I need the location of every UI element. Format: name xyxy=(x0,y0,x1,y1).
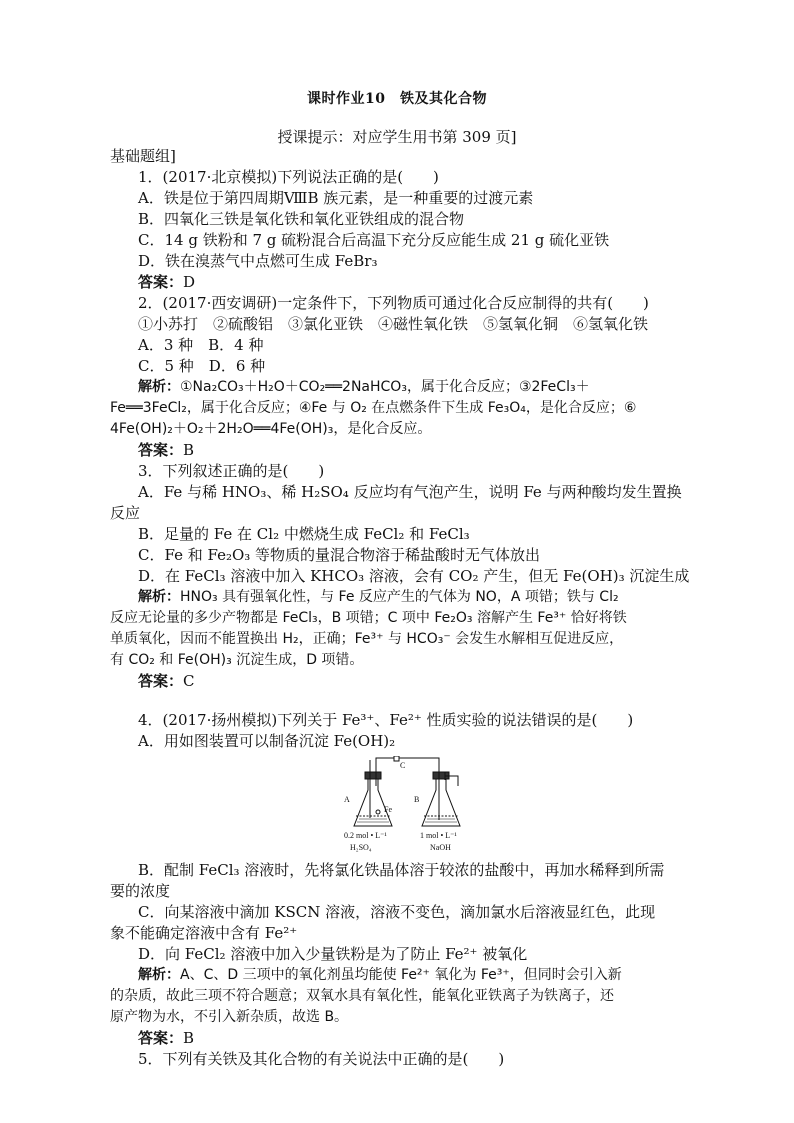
explanation-label: 解析： xyxy=(138,379,180,395)
apparatus-figure xyxy=(110,752,690,860)
page-title: 课时作业10 铁及其化合物 xyxy=(307,91,487,107)
q3-stem: 3．下列叙述正确的是( ) xyxy=(138,462,325,480)
flask-b-icon xyxy=(422,762,460,826)
q2-explanation-line2: Fe══3FeCl₂，属于化合反应；④Fe 与 O₂ 在点燃条件下生成 Fe₃O₄，是化合反应；⑥ xyxy=(110,400,637,416)
q3-explanation-line2: 反应无论量的多少产物都是 FeCl₃，B 项错；C 项中 Fe₂O₃ 溶解产生 Fe³⁺ 恰好将铁 xyxy=(110,610,627,626)
q4-option-c: C．向某溶液中滴加 KSCN 溶液，溶液不变色，滴加氯水后溶液显红色，此现 xyxy=(138,903,656,921)
q1-option-a: A．铁是位于第四周期ⅧB 族元素，是一种重要的过渡元素 xyxy=(138,189,534,207)
answer-label: 答案： xyxy=(138,1029,184,1047)
q2-answer xyxy=(110,440,690,461)
q3-answer xyxy=(110,671,690,692)
q4-option-c-cont: 象不能确定溶液中含有 Fe²⁺ xyxy=(110,924,298,942)
answer-value: D xyxy=(183,273,196,291)
flask-a-icon xyxy=(354,762,392,826)
answer-value: B xyxy=(183,441,195,459)
label-b: B xyxy=(414,795,420,804)
q4-explanation-line3: 原产物为水，不引入新杂质，故选 B。 xyxy=(110,1009,349,1025)
label-c: C xyxy=(400,761,406,770)
explanation-label: 解析： xyxy=(138,967,180,983)
q1-option-d: D．铁在溴蒸气中点燃可生成 FeBr₃ xyxy=(138,252,378,270)
q2-explanation-line3: 4Fe(OH)₂＋O₂＋2H₂O══4Fe(OH)₃，是化合反应。 xyxy=(110,421,432,437)
answer-label: 答案： xyxy=(138,672,184,690)
q2-stem: 2．(2017·西安调研)一定条件下，下列物质可通过化合反应制得的共有( ) xyxy=(138,294,649,312)
answer-value: C xyxy=(183,672,195,690)
label-fe: Fe xyxy=(384,805,392,814)
q3-explanation-line3: 单质氧化，因而不能置换出 H₂，正确；Fe³⁺ 与 HCO₃⁻ 会发生水解相互促进反应， xyxy=(110,631,624,647)
q4-stem: 4．(2017·扬州模拟)下列关于 Fe³⁺、Fe²⁺ 性质实验的说法错误的是( ) xyxy=(138,711,634,729)
right-solution: NaOH xyxy=(430,843,451,852)
q4-explanation-line1: 解析：A、C、D 三项中的氧化剂虽均能使 Fe²⁺ 氧化为 Fe³⁺，但同时会引入新 xyxy=(138,967,622,983)
explanation-label: 解析： xyxy=(138,589,180,605)
q5-stem: 5．下列有关铁及其化合物的有关说法中正确的是( ) xyxy=(138,1050,505,1068)
q2-options-ab: A．3 种 B．4 种 xyxy=(138,336,264,354)
q3-option-a: A．Fe 与稀 HNO₃、稀 H₂SO₄ 反应均有气泡产生，说明 Fe 与两种酸均发生置换 xyxy=(138,483,682,501)
flask-apparatus-diagram xyxy=(342,756,482,856)
right-concentration: 1 mol • L⁻¹ xyxy=(420,831,457,840)
spacer xyxy=(110,692,690,710)
q1-option-c: C．14 g 铁粉和 7 g 硫粉混合后高温下充分反应能生成 21 g 硫化亚铁 xyxy=(138,231,610,249)
q4-option-a: A．用如图装置可以制备沉淀 Fe(OH)₂ xyxy=(138,732,396,750)
answer-label: 答案： xyxy=(138,273,184,291)
question-content xyxy=(110,146,690,1070)
label-a: A xyxy=(344,795,350,804)
q1-answer xyxy=(110,272,690,293)
answer-value: B xyxy=(183,1029,195,1047)
left-solution: H₂SO₄ xyxy=(350,843,372,852)
q3-option-b: B．足量的 Fe 在 Cl₂ 中燃烧生成 FeCl₂ 和 FeCl₃ xyxy=(138,525,470,543)
q4-explanation-line2: 的杂质，故此三项不符合题意；双氧水具有氧化性，能氧化亚铁离子为铁离子，还 xyxy=(110,988,614,1004)
q4-option-b-cont: 要的浓度 xyxy=(110,882,171,900)
q2-items: ①小苏打 ②硫酸铝 ③氯化亚铁 ④磁性氧化铁 ⑤氢氧化铜 ⑥氢氧化铁 xyxy=(138,315,649,333)
q2-options-cd: C．5 种 D．6 种 xyxy=(138,357,266,375)
textbook-hint: 授课提示：对应学生用书第 309 页] xyxy=(277,128,517,146)
q4-option-d: D．向 FeCl₂ 溶液中加入少量铁粉是为了防止 Fe²⁺ 被氧化 xyxy=(138,945,528,963)
q1-stem: 1．(2017·北京模拟)下列说法正确的是( ) xyxy=(138,168,439,186)
q3-option-d: D．在 FeCl₃ 溶液中加入 KHCO₃ 溶液，会有 CO₂ 产生，但无 Fe(OH)₃ 沉淀生成 xyxy=(138,567,690,585)
q2-explanation-line1: 解析：①Na₂CO₃＋H₂O＋CO₂══2NaHCO₃，属于化合反应；③2FeCl₃＋ xyxy=(138,379,590,395)
q4-option-b: B．配制 FeCl₃ 溶液时，先将氯化铁晶体溶于较浓的盐酸中，再加水稀释到所需 xyxy=(138,861,665,879)
answer-label: 答案： xyxy=(138,441,184,459)
q3-option-c: C．Fe 和 Fe₂O₃ 等物质的量混合物溶于稀盐酸时无气体放出 xyxy=(138,546,541,564)
left-concentration: 0.2 mol • L⁻¹ xyxy=(344,831,387,840)
q1-option-b: B．四氧化三铁是氧化铁和氧化亚铁组成的混合物 xyxy=(138,210,465,228)
q3-explanation-line4: 有 CO₂ 和 Fe(OH)₃ 沉淀生成，D 项错。 xyxy=(110,652,364,668)
q3-option-a-cont: 反应 xyxy=(110,504,141,522)
section-heading: 基础题组] xyxy=(110,147,176,165)
q4-answer xyxy=(110,1028,690,1049)
q3-explanation-line1: 解析：HNO₃ 具有强氧化性，与 Fe 反应产生的气体为 NO，A 项错；铁与 Cl₂ xyxy=(138,589,619,605)
